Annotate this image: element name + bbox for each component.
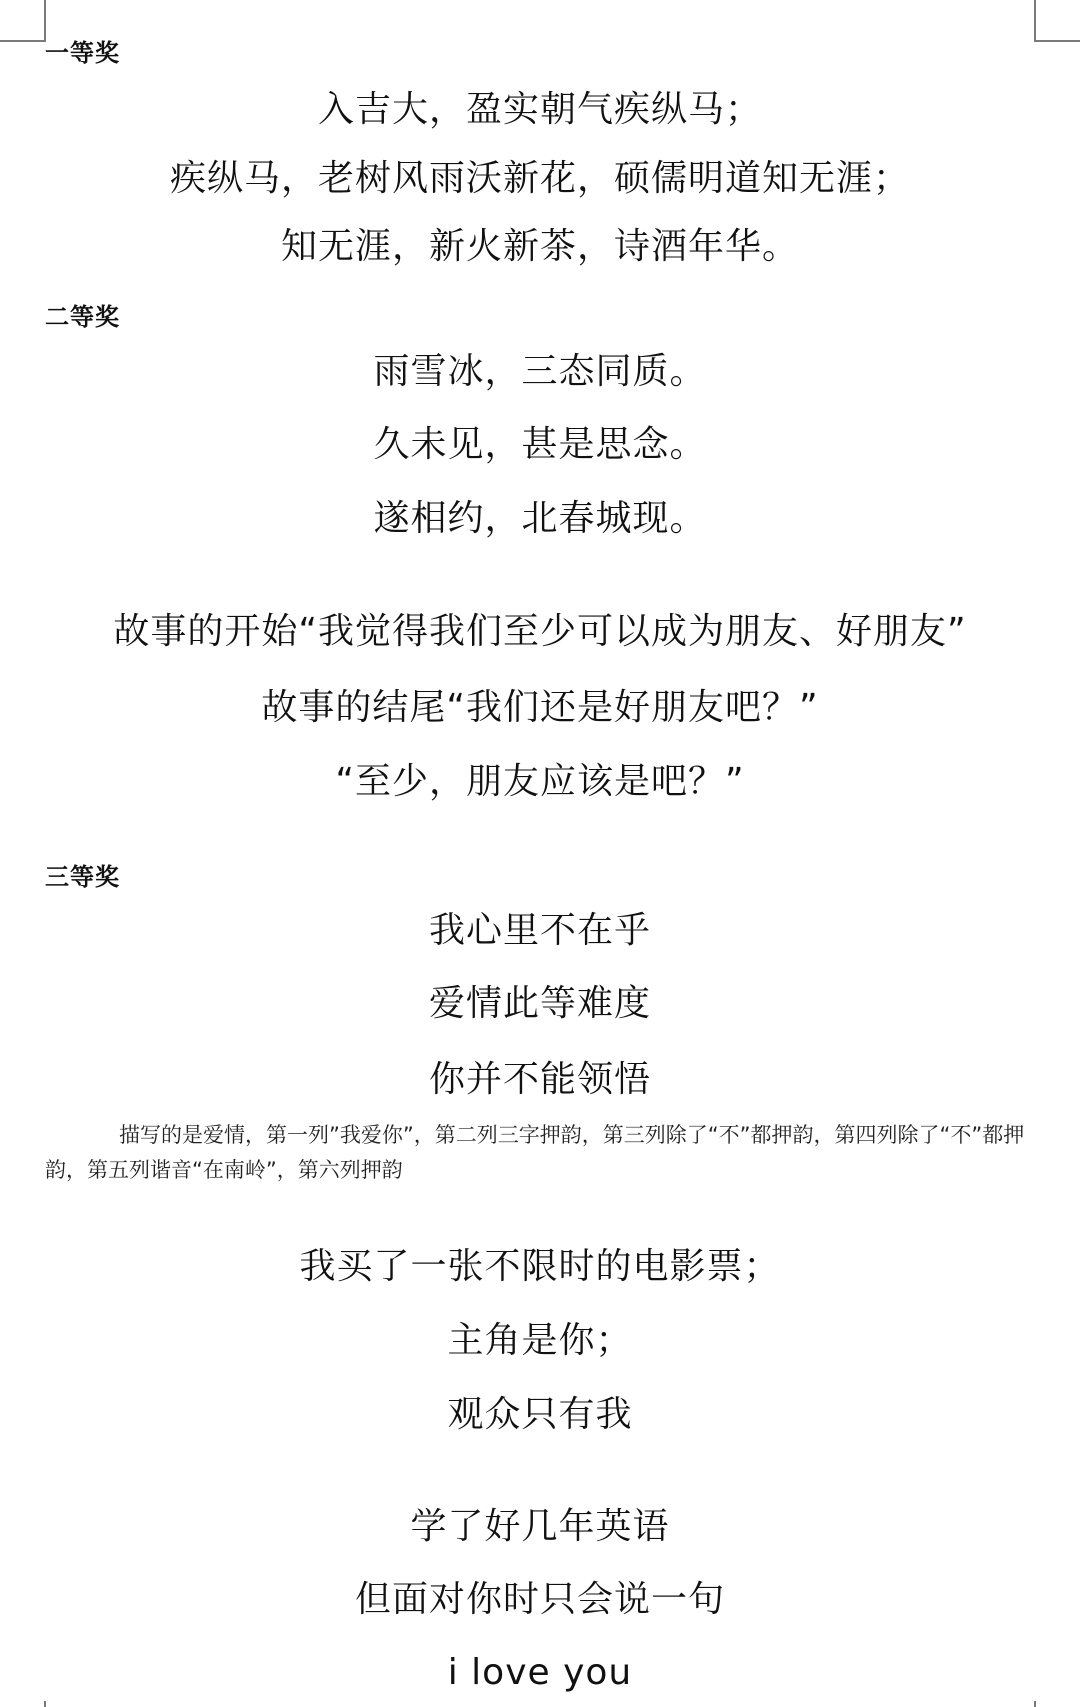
second-prize-story-line-2: 故事的结尾“我们还是好朋友吧？” <box>261 687 819 728</box>
third-prize-movie-line-2: 主角是你； <box>447 1320 633 1361</box>
first-prize-line-3: 知无涯，新火新茶，诗酒年华。 <box>280 226 799 267</box>
second-prize-poem-line-2: 久未见，甚是思念。 <box>373 424 707 465</box>
third-prize-explanation-note: 描写的是爱情，第一列”我爱你”，第二列三字押韵，第三列除了“不”都押韵，第四列除了“不”都押韵，第五列谐音“在南岭”，第六列押韵 <box>45 1123 1025 1182</box>
second-prize-poem-line-1: 雨雪冰，三态同质。 <box>373 351 707 392</box>
page-corner-mark-bottom-left <box>0 1701 46 1707</box>
second-prize-story-line-3: “至少，朋友应该是吧？” <box>335 761 745 802</box>
first-prize-heading: 一等奖 <box>45 39 120 67</box>
third-prize-heading: 三等奖 <box>45 863 120 891</box>
page-corner-mark-top-right <box>1034 0 1080 42</box>
third-prize-english-line-2: 但面对你时只会说一句 <box>354 1579 725 1620</box>
third-prize-movie-line-3: 观众只有我 <box>447 1394 633 1435</box>
third-prize-poem-line-3: 你并不能领悟 <box>428 1059 651 1100</box>
second-prize-story-line-1: 故事的开始“我觉得我们至少可以成为朋友、好朋友” <box>113 611 967 652</box>
third-prize-poem-line-1: 我心里不在乎 <box>428 910 651 951</box>
second-prize-heading: 二等奖 <box>45 303 120 331</box>
third-prize-movie-line-1: 我买了一张不限时的电影票； <box>299 1246 781 1287</box>
third-prize-poem-line-2: 爱情此等难度 <box>428 983 651 1024</box>
second-prize-poem-line-3: 遂相约，北春城现。 <box>373 498 707 539</box>
first-prize-line-1: 入吉大，盈实朝气疾纵马； <box>317 89 762 130</box>
page-corner-mark-bottom-right <box>1034 1701 1080 1707</box>
third-prize-english-line-1: 学了好几年英语 <box>410 1506 670 1547</box>
page-corner-mark-top-left <box>0 0 46 42</box>
first-prize-line-2: 疾纵马，老树风雨沃新花，硕儒明道知无涯； <box>169 158 910 199</box>
third-prize-english-line-3: i love you <box>447 1652 633 1693</box>
